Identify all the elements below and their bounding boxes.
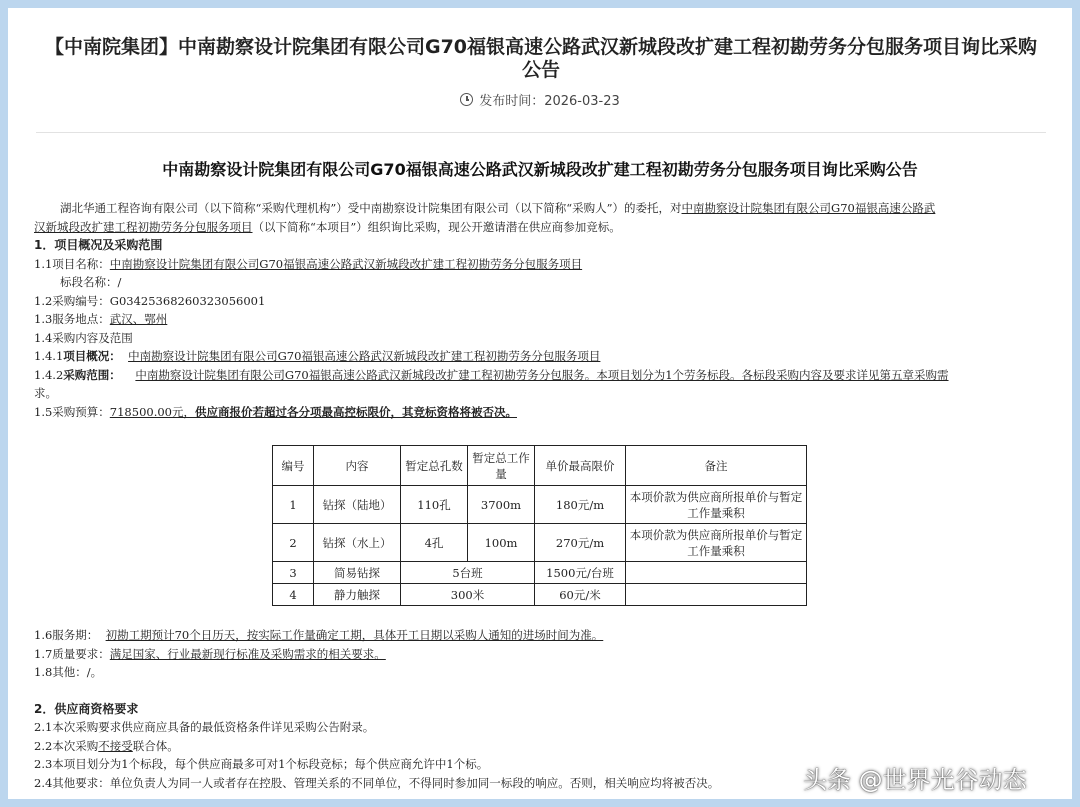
notice-subtitle: 中南勘察设计院集团有限公司G70福银高速公路武汉新城段改扩建工程初勘劳务分包服务项目询比采购公告 xyxy=(162,160,918,179)
intro-text: 湖北华通工程咨询有限公司（以下简称“采购代理机构”）受中南勘察设计院集团有限公司（以下简称“采购人”）的委托，对 xyxy=(60,201,682,215)
item-1-1 xyxy=(34,255,1044,274)
item-label: 1.1项目名称： xyxy=(34,256,110,271)
clock-icon xyxy=(460,93,473,106)
cell-price: 60元/米 xyxy=(535,584,626,606)
price-table xyxy=(272,445,807,606)
cell-no: 1 xyxy=(273,486,314,524)
table-row xyxy=(273,486,807,524)
budget-value: 718500.00元， xyxy=(109,404,195,419)
item-2-1: 2.1本次采购要求供应商应具备的最低资格条件详见采购公告附录。 xyxy=(34,720,375,734)
intro-project-name-cont: 汉新城段改扩建工程初勘劳务分包服务项目 xyxy=(34,219,253,234)
col-header: 内容 xyxy=(314,446,401,486)
section-2-heading: 2．供应商资格要求 xyxy=(34,701,139,716)
cell-no: 4 xyxy=(273,584,314,606)
cell-quantity: 300米 xyxy=(401,584,535,606)
col-header: 暂定总孔数 xyxy=(401,446,468,486)
col-header: 编号 xyxy=(273,446,314,486)
item-2-2 xyxy=(34,737,1044,756)
cell-holes: 4孔 xyxy=(401,524,468,562)
cell-note: 本项价款为供应商所报单价与暂定工作量乘积 xyxy=(626,486,807,524)
cell-holes: 110孔 xyxy=(401,486,468,524)
table-row xyxy=(273,562,807,584)
intro-line-1 xyxy=(34,199,1044,218)
page-title: 【中南院集团】中南勘察设计院集团有限公司G70福银高速公路武汉新城段改扩建工程初勘劳务分包服务项目询比采购公告 xyxy=(44,36,1038,81)
intro-line-2 xyxy=(34,218,1044,237)
item-1-7 xyxy=(34,645,1044,664)
intro-project-name: 中南勘察设计院集团有限公司G70福银高速公路武 xyxy=(681,201,936,215)
intro-text-cont: （以下简称“本项目”）组织询比采购，现公开邀请潜在供应商参加竞标。 xyxy=(252,219,621,234)
publish-date: 2026-03-23 xyxy=(544,94,620,109)
item-number: 1.4.1 xyxy=(34,349,64,363)
col-header: 单价最高限价 xyxy=(535,446,626,486)
item-value: 武汉、鄂州 xyxy=(109,312,168,326)
cell-note xyxy=(626,562,807,584)
publish-time xyxy=(8,90,1072,109)
item-1-5 xyxy=(34,403,1044,422)
cell-content: 钻探（水上） xyxy=(314,524,401,562)
table-header-row xyxy=(273,446,807,486)
cell-price: 1500元/台班 xyxy=(535,562,626,584)
item-value: 满足国家、行业最新现行标准及采购需求的相关要求。 xyxy=(109,646,386,661)
budget-warning: 供应商报价若超过各分项最高控标限价，其竞标资格将被否决。 xyxy=(195,404,517,419)
cell-content: 钻探（陆地） xyxy=(314,486,401,524)
item-1-4-2 xyxy=(34,366,1044,385)
item-lot-name: 标段名称：/ xyxy=(60,275,122,289)
table-row xyxy=(273,524,807,562)
item-value: 初勘工期预计70个日历天，按实际工作量确定工期，具体开工日期以采购人通知的进场时间为准。 xyxy=(105,628,604,642)
cell-content: 静力触探 xyxy=(314,584,401,606)
table-row xyxy=(273,584,807,606)
cell-price: 180元/m xyxy=(535,486,626,524)
item-1-2: 1.2采购编号：G03425368260323056001 xyxy=(34,293,266,308)
item-1-4: 1.4采购内容及范围 xyxy=(34,330,133,345)
article xyxy=(8,8,1072,799)
item-emphasis: 不接受 xyxy=(98,738,133,753)
item-label: 项目概况： xyxy=(63,349,121,363)
item-1-8: 1.8其他：/。 xyxy=(34,665,103,679)
cell-workload: 100m xyxy=(468,524,535,562)
cell-price: 270元/m xyxy=(535,524,626,562)
cell-note xyxy=(626,584,807,606)
item-label: 1.7质量要求： xyxy=(34,646,110,661)
watermark: 头条 @世界光谷动态 xyxy=(803,766,1027,794)
cell-workload: 3700m xyxy=(468,486,535,524)
cell-quantity: 5台班 xyxy=(401,562,535,584)
notice-body xyxy=(34,199,1044,421)
cell-no: 3 xyxy=(273,562,314,584)
item-text: 2.2本次采购 xyxy=(34,738,99,753)
item-value: 中南勘察设计院集团有限公司G70福银高速公路武汉新城段改扩建工程初勘劳务分包服务项目 xyxy=(128,349,601,363)
col-header: 备注 xyxy=(626,446,807,486)
cell-no: 2 xyxy=(273,524,314,562)
cell-note: 本项价款为供应商所报单价与暂定工作量乘积 xyxy=(626,524,807,562)
item-value: 中南勘察设计院集团有限公司G70福银高速公路武汉新城段改扩建工程初勘劳务分包服务。本项目划分为1个劳务标段。各标段采购内容及要求详见第五章采购需 xyxy=(135,367,949,382)
item-1-4-2-cont: 求。 xyxy=(34,386,57,400)
item-label: 1.5采购预算： xyxy=(34,404,110,419)
item-label: 1.3服务地点： xyxy=(34,312,110,326)
item-label: 1.6服务期： xyxy=(34,628,99,642)
item-value: 中南勘察设计院集团有限公司G70福银高速公路武汉新城段改扩建工程初勘劳务分包服务项目 xyxy=(109,256,583,271)
item-label: 采购范围： xyxy=(63,367,121,382)
cell-content: 简易钻探 xyxy=(314,562,401,584)
item-number: 1.4.2 xyxy=(34,367,64,382)
publish-label: 发布时间： xyxy=(479,94,545,109)
item-2-4: 2.4其他要求：单位负责人为同一人或者存在控股、管理关系的不同单位，不得同时参加同一标段的响应。否则，相关响应均将被否决。 xyxy=(34,775,720,790)
item-text: 联合体。 xyxy=(132,738,179,753)
section-1-heading: 1．项目概况及采购范围 xyxy=(34,238,163,252)
item-1-6 xyxy=(34,626,1044,645)
divider xyxy=(36,132,1046,133)
item-2-3: 2.3本项目划分为1个标段，每个供应商最多可对1个标段竞标；每个供应商允许中1个标。 xyxy=(34,757,489,771)
col-header: 暂定总工作量 xyxy=(468,446,535,486)
item-1-3 xyxy=(34,310,1044,329)
item-1-4-1 xyxy=(34,347,1044,366)
